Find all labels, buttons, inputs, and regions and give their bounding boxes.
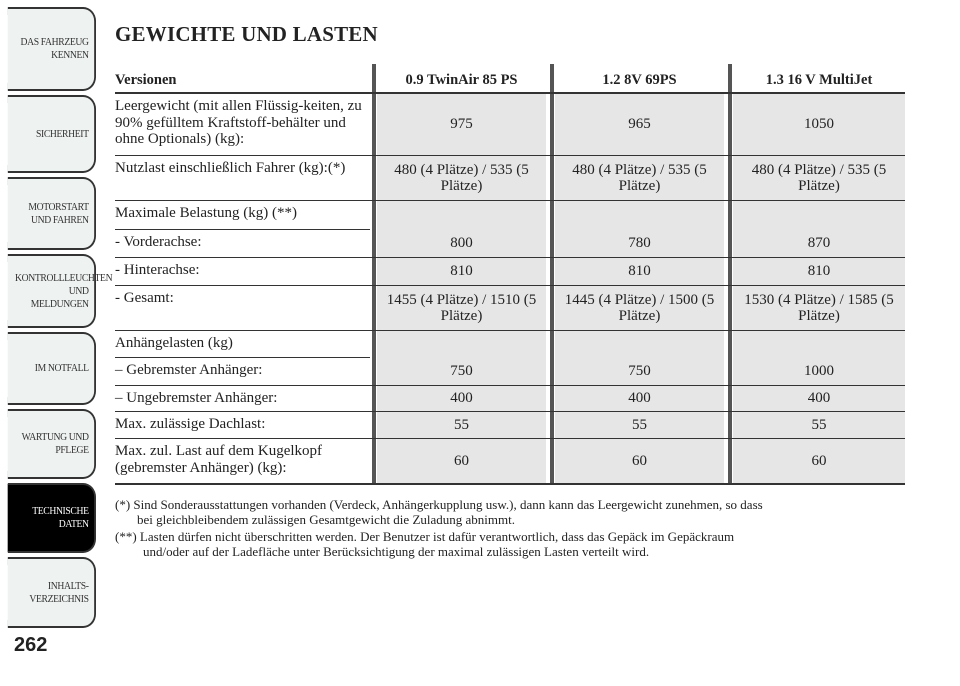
row-label: Leergewicht (mit allen Flüssig-keiten, zu 90% gefülltem Kraftstoff-behälter und ohne Optionals) (kg): (115, 98, 362, 147)
value-cell: 1050 (733, 94, 905, 155)
row-label: Max. zulässige Dachlast: (115, 416, 266, 432)
sidebar-tab[interactable] (8, 332, 96, 405)
row-rule (115, 483, 905, 485)
value-cell: 810 (555, 258, 724, 285)
page-title: GEWICHTE UND LASTEN (115, 22, 378, 46)
value-cell: 480 (4 Plätze) / 535 (5 Plätze) (555, 156, 724, 200)
column-header: 0.9 TwinAir 85 PS (405, 72, 518, 88)
row-label: - Gesamt: (115, 290, 174, 306)
value-cell: 965 (555, 94, 724, 155)
row-label: - Vorderachse: (115, 234, 202, 250)
column-header: 1.3 16 V MultiJet (765, 72, 873, 88)
value-cell: 800 (377, 201, 546, 257)
value-cell: 480 (4 Plätze) / 535 (5 Plätze) (733, 156, 905, 200)
row-label: - Hinterachse: (115, 262, 200, 278)
sidebar-tab-label: INHALTS-VERZEICHNIS (29, 580, 89, 605)
header-label: Versionen (115, 72, 177, 88)
sidebar-tab[interactable] (8, 95, 96, 173)
footnote-text: Lasten dürfen nicht überschritten werden. Der Benutzer ist dafür verantwortlich, dass das Gepäck im Gepäckraum (139, 529, 735, 544)
footnote-text-cont: und/oder auf der Ladefläche unter Berücksichtigung der maximal zulässigen Lasten verteilt wird. (143, 544, 650, 559)
footnote-text: Sind Sonderausstattungen vorhanden (Verdeck, Anhängerkupplung usw.), dann kann das Leergewicht zunehmen, so dass (133, 497, 763, 512)
value-cell: 750 (555, 331, 724, 385)
value-cell: 1445 (4 Plätze) / 1500 (5 Plätze) (555, 286, 724, 330)
sidebar-tab-label: MOTORSTART UND FAHREN (28, 201, 89, 226)
value-cell: 55 (377, 412, 546, 438)
value-cell: 60 (733, 439, 905, 483)
value-cell: 975 (377, 94, 546, 155)
sidebar-tab[interactable] (8, 177, 96, 250)
footnote-1 (115, 497, 905, 527)
sidebar-tab[interactable] (8, 7, 96, 91)
page-number: 262 (14, 634, 48, 656)
row-label: Nutzlast einschließlich Fahrer (kg):(*) (115, 160, 346, 176)
value-cell: 1000 (733, 331, 905, 385)
row-label: – Ungebremster Anhänger: (115, 390, 278, 406)
sidebar-tab[interactable] (8, 254, 113, 328)
footnote-mark: (**) (115, 529, 137, 544)
value-cell: 810 (377, 258, 546, 285)
column-divider (728, 64, 732, 485)
row-label: – Gebremster Anhänger: (115, 362, 263, 378)
value-cell: 870 (733, 201, 905, 257)
value-cell: 55 (733, 412, 905, 438)
value-cell: 750 (377, 331, 546, 385)
footnote-mark: (*) (115, 497, 131, 512)
sidebar-tab[interactable] (8, 557, 96, 628)
value-cell: 810 (733, 258, 905, 285)
sidebar-tab-label: SICHERHEIT (35, 128, 89, 140)
row-label: Maximale Belastung (kg) (**) (115, 205, 298, 221)
value-cell: 1455 (4 Plätze) / 1510 (5 Plätze) (377, 286, 546, 330)
value-cell: 400 (555, 386, 724, 411)
value-cell: 480 (4 Plätze) / 535 (5 Plätze) (377, 156, 546, 200)
column-divider (550, 64, 554, 485)
sidebar-tab[interactable] (8, 409, 96, 479)
sidebar-tab-label: KONTROLLLEUCHTEN UND MELDUNGEN (15, 272, 113, 310)
value-cell: 60 (555, 439, 724, 483)
sidebar-tab-label: IM NOTFALL (34, 363, 89, 374)
footnote-2 (115, 529, 905, 559)
value-cell: 400 (733, 386, 905, 411)
value-cell: 780 (555, 201, 724, 257)
value-cell: 60 (377, 439, 546, 483)
sidebar-tab-label: WARTUNG UND PFLEGE (21, 432, 89, 456)
row-label: Anhängelasten (kg) (115, 335, 233, 351)
value-cell: 400 (377, 386, 546, 411)
column-header: 1.2 8V 69PS (602, 72, 677, 88)
sidebar-tab[interactable] (8, 483, 96, 553)
sidebar-tab-label: TECHNISCHE DATEN (32, 506, 89, 530)
value-cell: 1530 (4 Plätze) / 1585 (5 Plätze) (733, 286, 905, 330)
sidebar-tab-label: DAS FAHRZEUG KENNEN (20, 37, 89, 61)
footnote-text-cont: bei gleichbleibendem zulässigen Gesamtgewicht die Zuladung abnimmt. (137, 512, 515, 527)
value-cell: 55 (555, 412, 724, 438)
row-label: Max. zul. Last auf dem Kugelkopf (gebremster Anhänger) (kg): (115, 443, 323, 476)
column-divider (372, 64, 376, 485)
